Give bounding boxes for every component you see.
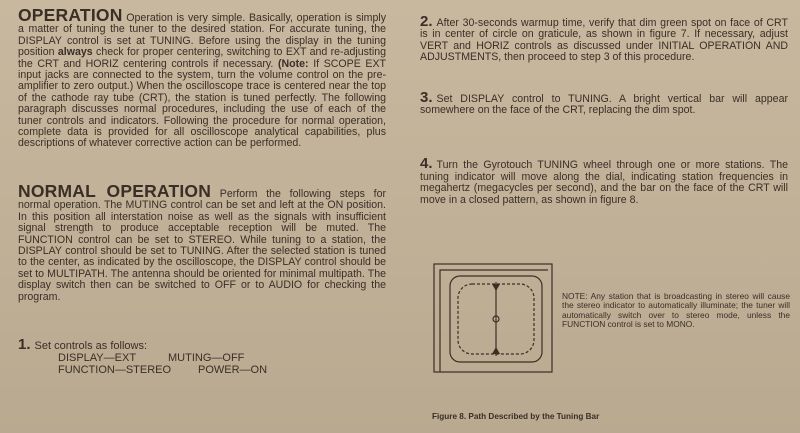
- step-3-number: 3.: [420, 88, 433, 106]
- operation-heading: OPERATION: [18, 5, 123, 25]
- figure-8: [432, 262, 792, 422]
- step-2: [420, 13, 788, 64]
- step-4-number: 4.: [420, 155, 433, 173]
- step-3: [420, 88, 788, 117]
- setting-muting: MUTING—OFF: [168, 352, 245, 365]
- operation-rest: If SCOPE EXT input jacks are connected to the system, turn the volume control on the pre-amplifier to zero output.) When the oscilloscope trace is centered near the top of the cathode ray tube (CRT), the station is tuned perfectly. The following paragraph discusses normal procedures, including the use of each of the tuner controls and indicators. Following the procedure for normal operation, complete data is provided for all oscilloscope analytical capabilities, plus descriptions of whatever corrective action can be performed.: [18, 57, 386, 150]
- operation-note-label: (Note:: [277, 57, 309, 70]
- normal-operation-heading: NORMAL OPERATION: [18, 180, 212, 201]
- step-1: [18, 335, 386, 377]
- control-settings: [58, 352, 386, 376]
- left-column: [18, 5, 386, 377]
- arrow-up-icon: [492, 347, 500, 354]
- step-3-text: Set DISPLAY control to TUNING. A bright vertical bar will appear somewhere on the face of the CRT, replacing the dim spot.: [420, 92, 788, 117]
- arrow-down-icon: [492, 284, 500, 291]
- stereo-note: NOTE: Any station that is broadcasting in stereo will cause the stereo indicator to automatically illuminate; the tuner will automatically switch over to stereo mode, unless the FUNCTION control is set to MONO.: [562, 291, 790, 330]
- operation-intro: Operation is very simple. Basically, operation is simply a matter of tuning the tuner to the desired station. For accurate tuning, the DISPLAY control is set at TUNING. Before using the display in the tuning position: [18, 12, 386, 59]
- step-4: [420, 155, 788, 206]
- step-1-number: 1.: [18, 335, 31, 353]
- step-1-text: Set controls as follows:: [34, 339, 148, 352]
- step-2-number: 2.: [420, 13, 433, 30]
- operation-mid: check for proper centering, switching to EXT and re-adjusting the CRT and HORIZ centering controls if necessary.: [18, 46, 386, 70]
- right-column: [420, 13, 788, 206]
- normal-operation-text: Perform the following steps for normal operation. The MUTING control can be set and left at the ON position. In this position all interstation noise as well as the signals with insufficient signal strength to produce acceptable reception will be muted. The FUNCTION control can be set to STEREO. While tuning to a station, the DISPLAY control should be set to TUNING. After the selected station is tuned to the center, as indicated by the oscilloscope, the DISPLAY control should be set to MULTIPATH. The antenna should be oriented for minimal multipath. The display switch then can be switched to OFF or to AUDIO for checking the program.: [18, 187, 386, 303]
- setting-display: DISPLAY—EXT: [58, 352, 137, 365]
- setting-power: POWER—ON: [198, 364, 268, 377]
- step-2-text: After 30-seconds warmup time, verify that dim green spot on face of CRT is in center of circle on graticule, as shown in figure 7. If necessary, adjust VERT and HORIZ controls as discussed under INITIAL OPERATION AND ADJUSTMENTS, then proceed to step 3 of this procedure.: [420, 17, 788, 64]
- crt-tuning-diagram: [432, 262, 557, 377]
- operation-paragraph: [18, 5, 386, 150]
- operation-always: always: [57, 46, 93, 59]
- normal-operation-paragraph: [18, 180, 386, 303]
- setting-function: FUNCTION—STEREO: [58, 364, 172, 377]
- figure-caption: Figure 8. Path Described by the Tuning Bar: [432, 411, 600, 421]
- step-4-text: Turn the Gyrotouch TUNING wheel through one or more stations. The tuning indicator will move along the dial, indicating station frequencies in megahertz (megacycles per second), and the bar on the face of the CRT will move in a closed pattern, as shown in figure 8.: [420, 159, 788, 206]
